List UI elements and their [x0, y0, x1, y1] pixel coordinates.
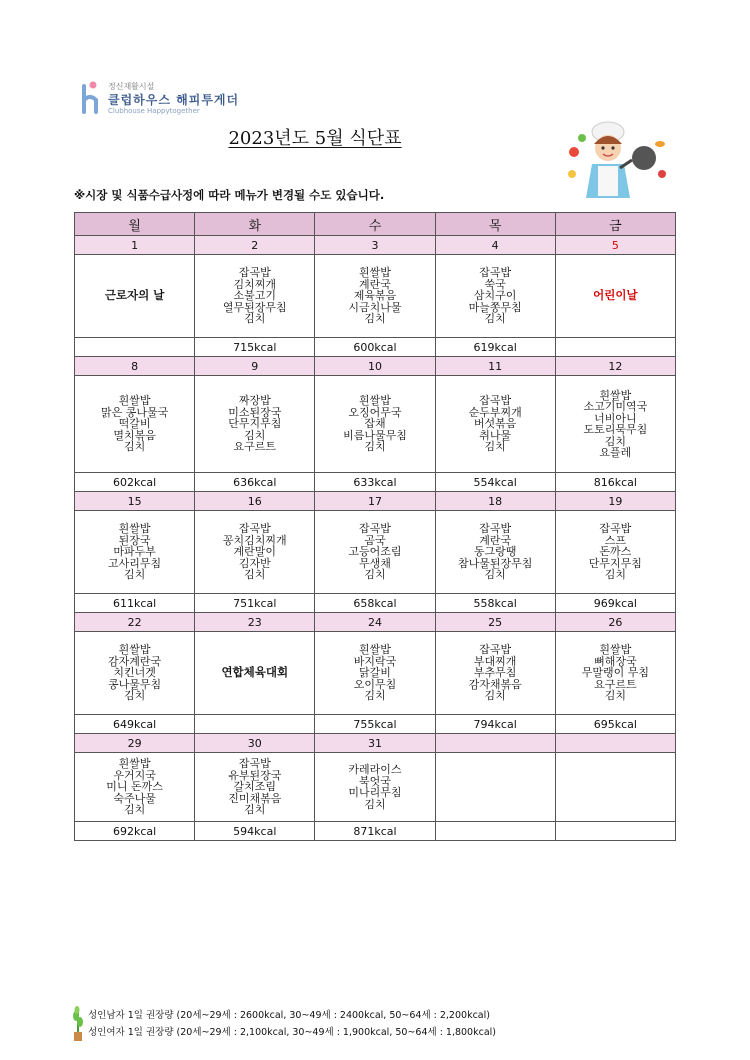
- menu-cell: [75, 255, 195, 338]
- menu-item: 북엇국: [359, 774, 391, 788]
- menu-cell: [315, 255, 435, 338]
- date-cell: 22: [75, 613, 195, 632]
- menu-item: 잡곡밥: [479, 394, 512, 408]
- date-cell: 3: [315, 236, 435, 255]
- calorie-cell: [195, 715, 315, 734]
- menu-item: 요플레: [599, 446, 632, 459]
- menu-item: 감자계란국: [108, 654, 162, 668]
- menu-item: 요구르트: [594, 677, 637, 691]
- calorie-row: [75, 338, 676, 357]
- calorie-cell: 558kcal: [435, 594, 555, 613]
- menu-item: 미나리무침: [348, 786, 402, 799]
- weekday-header: 목: [435, 213, 555, 236]
- menu-item: 멸치볶음: [113, 428, 156, 442]
- date-cell: 17: [315, 492, 435, 511]
- menu-item: 치킨너겟: [113, 666, 156, 680]
- date-cell: 25: [435, 613, 555, 632]
- menu-cell: [555, 255, 675, 338]
- organization-logo: [80, 80, 250, 120]
- date-row: [75, 492, 676, 511]
- date-cell: 15: [75, 492, 195, 511]
- menu-cell: [435, 511, 555, 594]
- menu-item: 계란국: [479, 533, 512, 547]
- menu-item: 김치: [244, 428, 266, 442]
- menu-cell: [75, 753, 195, 822]
- page-title: 2023년도 5월 식단표: [228, 128, 402, 149]
- date-cell: 11: [435, 357, 555, 376]
- menu-item: 꽁치김치찌개: [222, 533, 287, 547]
- menu-row: [75, 511, 676, 594]
- menu-item: 김치찌개: [233, 277, 277, 291]
- logo-h-icon: [80, 80, 100, 116]
- menu-item: 맑은 콩나물국: [100, 405, 169, 419]
- menu-item: 흰쌀밥: [118, 757, 151, 771]
- calorie-cell: [555, 822, 675, 841]
- date-cell: 1: [75, 236, 195, 255]
- menu-item: 마파두부: [113, 545, 156, 559]
- menu-item: 고사리무침: [108, 556, 162, 570]
- menu-item: 잡곡밥: [359, 522, 391, 536]
- menu-item: 김치: [364, 568, 386, 582]
- date-row: [75, 734, 676, 753]
- menu-item: 뼈해장국: [594, 654, 637, 668]
- menu-cell: [435, 632, 555, 715]
- menu-cell: [555, 511, 675, 594]
- date-cell: 2: [195, 236, 315, 255]
- menu-item: 열무된장무침: [222, 300, 287, 314]
- menu-item: 김치: [484, 689, 506, 703]
- menu-cell: [435, 376, 555, 473]
- menu-item: 근로자의 날: [104, 288, 165, 303]
- menu-item: 어린이날: [593, 288, 638, 303]
- date-cell: 24: [315, 613, 435, 632]
- menu-item: 잡곡밥: [238, 522, 271, 536]
- menu-item: 부대찌개: [473, 654, 517, 668]
- menu-cell: [315, 753, 435, 822]
- plant-icon: [72, 1006, 84, 1042]
- menu-item: 무말랭이 무침: [581, 666, 649, 680]
- menu-item: 계란말이: [233, 545, 277, 559]
- recommended-intake-footer: [72, 1004, 672, 1044]
- menu-item: 흰쌀밥: [359, 394, 391, 408]
- date-cell: 31: [315, 734, 435, 753]
- menu-item: 계란국: [359, 277, 391, 291]
- menu-item: 요구르트: [233, 440, 277, 454]
- menu-item: 삼치구이: [473, 289, 517, 303]
- date-cell: 30: [195, 734, 315, 753]
- menu-item: 김치: [123, 689, 146, 703]
- menu-item: 김치: [364, 797, 386, 811]
- menu-row: [75, 255, 676, 338]
- menu-item: 흰쌀밥: [118, 643, 151, 657]
- date-cell: 29: [75, 734, 195, 753]
- menu-row: [75, 376, 676, 473]
- menu-item: 김치: [244, 803, 266, 817]
- calorie-cell: 692kcal: [75, 822, 195, 841]
- date-row: [75, 236, 676, 255]
- menu-cell: [75, 632, 195, 715]
- menu-cell: [195, 376, 315, 473]
- menu-item: 잡곡밥: [479, 522, 512, 536]
- date-cell: 26: [555, 613, 675, 632]
- menu-item: 김치: [244, 568, 266, 582]
- menu-item: 감자채볶음: [468, 677, 522, 691]
- menu-item: 참나물된장무침: [457, 556, 533, 570]
- calorie-cell: 751kcal: [195, 594, 315, 613]
- chef-illustration: [560, 118, 680, 210]
- menu-item: 소불고기: [233, 289, 277, 303]
- menu-item: 마늘쫑무침: [468, 300, 522, 314]
- date-cell: 8: [75, 357, 195, 376]
- calorie-cell: 602kcal: [75, 473, 195, 492]
- menu-item: 김치: [604, 568, 626, 582]
- date-cell: 19: [555, 492, 675, 511]
- menu-item: 미소된장국: [228, 405, 282, 419]
- weekday-header: 수: [315, 213, 435, 236]
- calorie-cell: 636kcal: [195, 473, 315, 492]
- date-cell: 10: [315, 357, 435, 376]
- menu-cell: [315, 632, 435, 715]
- menu-item: 단무지무침: [228, 417, 282, 431]
- menu-item: 김치: [364, 689, 386, 703]
- menu-item: 너비아니: [594, 411, 637, 425]
- calorie-cell: 600kcal: [315, 338, 435, 357]
- calorie-cell: 794kcal: [435, 715, 555, 734]
- menu-cell: [555, 376, 675, 473]
- menu-item: 미니 돈까스: [106, 780, 163, 794]
- calorie-cell: 658kcal: [315, 594, 435, 613]
- calorie-cell: [555, 338, 675, 357]
- weekday-header: 금: [555, 213, 675, 236]
- menu-cell: [555, 632, 675, 715]
- menu-item: 비름나물무침: [343, 428, 407, 442]
- weekday-header: 화: [195, 213, 315, 236]
- menu-cell: [435, 753, 555, 822]
- calorie-cell: [75, 338, 195, 357]
- menu-item: 김치: [244, 312, 266, 326]
- menu-item: 시금치나물: [348, 300, 402, 314]
- menu-item: 부추무침: [473, 666, 517, 680]
- calorie-cell: 594kcal: [195, 822, 315, 841]
- date-cell: 5: [555, 236, 675, 255]
- menu-item: 우거지국: [113, 768, 156, 782]
- date-row: [75, 613, 676, 632]
- menu-item: 김치: [123, 568, 146, 582]
- menu-item: 유부된장국: [228, 768, 282, 782]
- menu-item: 잡채: [364, 417, 386, 431]
- menu-item: 진미채볶음: [228, 791, 282, 805]
- menu-item: 소고기미역국: [583, 400, 648, 413]
- menu-item: 흰쌀밥: [359, 266, 391, 280]
- menu-item: 쑥국: [484, 277, 506, 291]
- menu-item: 제육볶음: [353, 289, 397, 303]
- menu-item: 김치: [484, 440, 506, 454]
- menu-item: 김자반: [238, 556, 271, 570]
- menu-item: 된장국: [118, 533, 151, 547]
- logo-english: Clubhouse Happytogether: [108, 107, 200, 115]
- calorie-cell: 649kcal: [75, 715, 195, 734]
- menu-item: 연합체육대회: [221, 665, 289, 680]
- calorie-cell: 619kcal: [435, 338, 555, 357]
- menu-row: [75, 753, 676, 822]
- menu-item: 잡곡밥: [599, 522, 632, 536]
- date-cell: [555, 734, 675, 753]
- menu-item: 김치: [604, 434, 626, 448]
- menu-item: 콩나물무침: [108, 677, 162, 691]
- date-cell: 4: [435, 236, 555, 255]
- menu-cell: [315, 376, 435, 473]
- calorie-cell: 554kcal: [435, 473, 555, 492]
- male-recommended-intake: 성인남자 1일 권장량 (20세~29세 : 2600kcal, 30~49세 : 2400kcal, 50~64세 : 2,200kcal): [88, 1010, 490, 1021]
- menu-item: 떡갈비: [118, 417, 151, 431]
- calorie-cell: 611kcal: [75, 594, 195, 613]
- notice-text: ※시장 및 식품수급사정에 따라 메뉴가 변경될 수도 있습니다.: [74, 188, 385, 202]
- logo-name: 클럽하우스 해피투게더: [108, 93, 240, 107]
- menu-row: [75, 632, 676, 715]
- menu-item: 흰쌀밥: [359, 643, 391, 657]
- calorie-row: [75, 822, 676, 841]
- menu-item: 잡곡밥: [238, 266, 271, 280]
- menu-item: 김치: [123, 803, 146, 817]
- date-cell: 16: [195, 492, 315, 511]
- menu-item: 김치: [604, 689, 626, 703]
- menu-item: 동그랑땡: [473, 545, 517, 559]
- menu-item: 김치: [364, 440, 386, 454]
- menu-item: 단무지무침: [588, 556, 642, 570]
- calorie-row: [75, 594, 676, 613]
- weekday-header: 월: [75, 213, 195, 236]
- menu-cell: [75, 511, 195, 594]
- menu-item: 오이무침: [353, 677, 397, 691]
- menu-cell: [555, 753, 675, 822]
- date-cell: 23: [195, 613, 315, 632]
- date-cell: [435, 734, 555, 753]
- menu-cell: [195, 255, 315, 338]
- menu-cell: [195, 632, 315, 715]
- menu-item: 닭갈비: [359, 666, 391, 680]
- menu-cell: [435, 255, 555, 338]
- calorie-cell: [435, 822, 555, 841]
- menu-item: 흰쌀밥: [599, 388, 632, 402]
- menu-item: 짜장밥: [238, 394, 271, 408]
- menu-item: 흰쌀밥: [118, 522, 151, 536]
- menu-item: 도토리묵무침: [583, 423, 648, 436]
- weekday-header-row: [75, 213, 676, 236]
- menu-item: 흰쌀밥: [118, 394, 151, 408]
- menu-item: 카레라이스: [348, 763, 402, 776]
- menu-item: 잡곡밥: [479, 643, 512, 657]
- menu-item: 곰국: [364, 533, 386, 547]
- calorie-cell: 969kcal: [555, 594, 675, 613]
- logo-subtitle: 정신재활시설: [108, 82, 155, 91]
- menu-item: 김치: [484, 568, 506, 582]
- date-cell: 12: [555, 357, 675, 376]
- menu-cell: [195, 511, 315, 594]
- menu-item: 바지락국: [353, 654, 397, 668]
- meal-plan-table: [74, 212, 676, 841]
- date-row: [75, 357, 676, 376]
- menu-item: 흰쌀밥: [599, 643, 632, 657]
- menu-item: 잡곡밥: [238, 757, 271, 771]
- calorie-cell: 633kcal: [315, 473, 435, 492]
- menu-cell: [75, 376, 195, 473]
- menu-cell: [195, 753, 315, 822]
- calorie-cell: 816kcal: [555, 473, 675, 492]
- female-recommended-intake: 성인여자 1일 권장량 (20세~29세 : 2,100kcal, 30~49세 : 1,900kcal, 50~64세 : 1,800kcal): [88, 1027, 496, 1038]
- menu-item: 버섯볶음: [473, 417, 517, 431]
- menu-item: 고등어조림: [348, 545, 402, 559]
- calorie-cell: 695kcal: [555, 715, 675, 734]
- menu-item: 잡곡밥: [479, 266, 512, 280]
- menu-item: 김치: [364, 312, 386, 326]
- calorie-cell: 715kcal: [195, 338, 315, 357]
- menu-item: 스프: [604, 533, 626, 547]
- menu-item: 김치: [123, 440, 146, 454]
- menu-item: 순두부찌개: [468, 405, 522, 419]
- calorie-row: [75, 715, 676, 734]
- date-cell: 9: [195, 357, 315, 376]
- menu-item: 취나물: [479, 428, 512, 442]
- menu-item: 김치: [484, 312, 506, 326]
- date-cell: 18: [435, 492, 555, 511]
- menu-cell: [315, 511, 435, 594]
- menu-item: 무생채: [359, 556, 391, 570]
- menu-item: 숙주나물: [113, 791, 156, 805]
- calorie-cell: 755kcal: [315, 715, 435, 734]
- menu-item: 돈까스: [599, 545, 632, 559]
- calorie-cell: 871kcal: [315, 822, 435, 841]
- menu-item: 오징어무국: [348, 405, 402, 419]
- calorie-row: [75, 473, 676, 492]
- menu-item: 갈치조림: [233, 780, 277, 794]
